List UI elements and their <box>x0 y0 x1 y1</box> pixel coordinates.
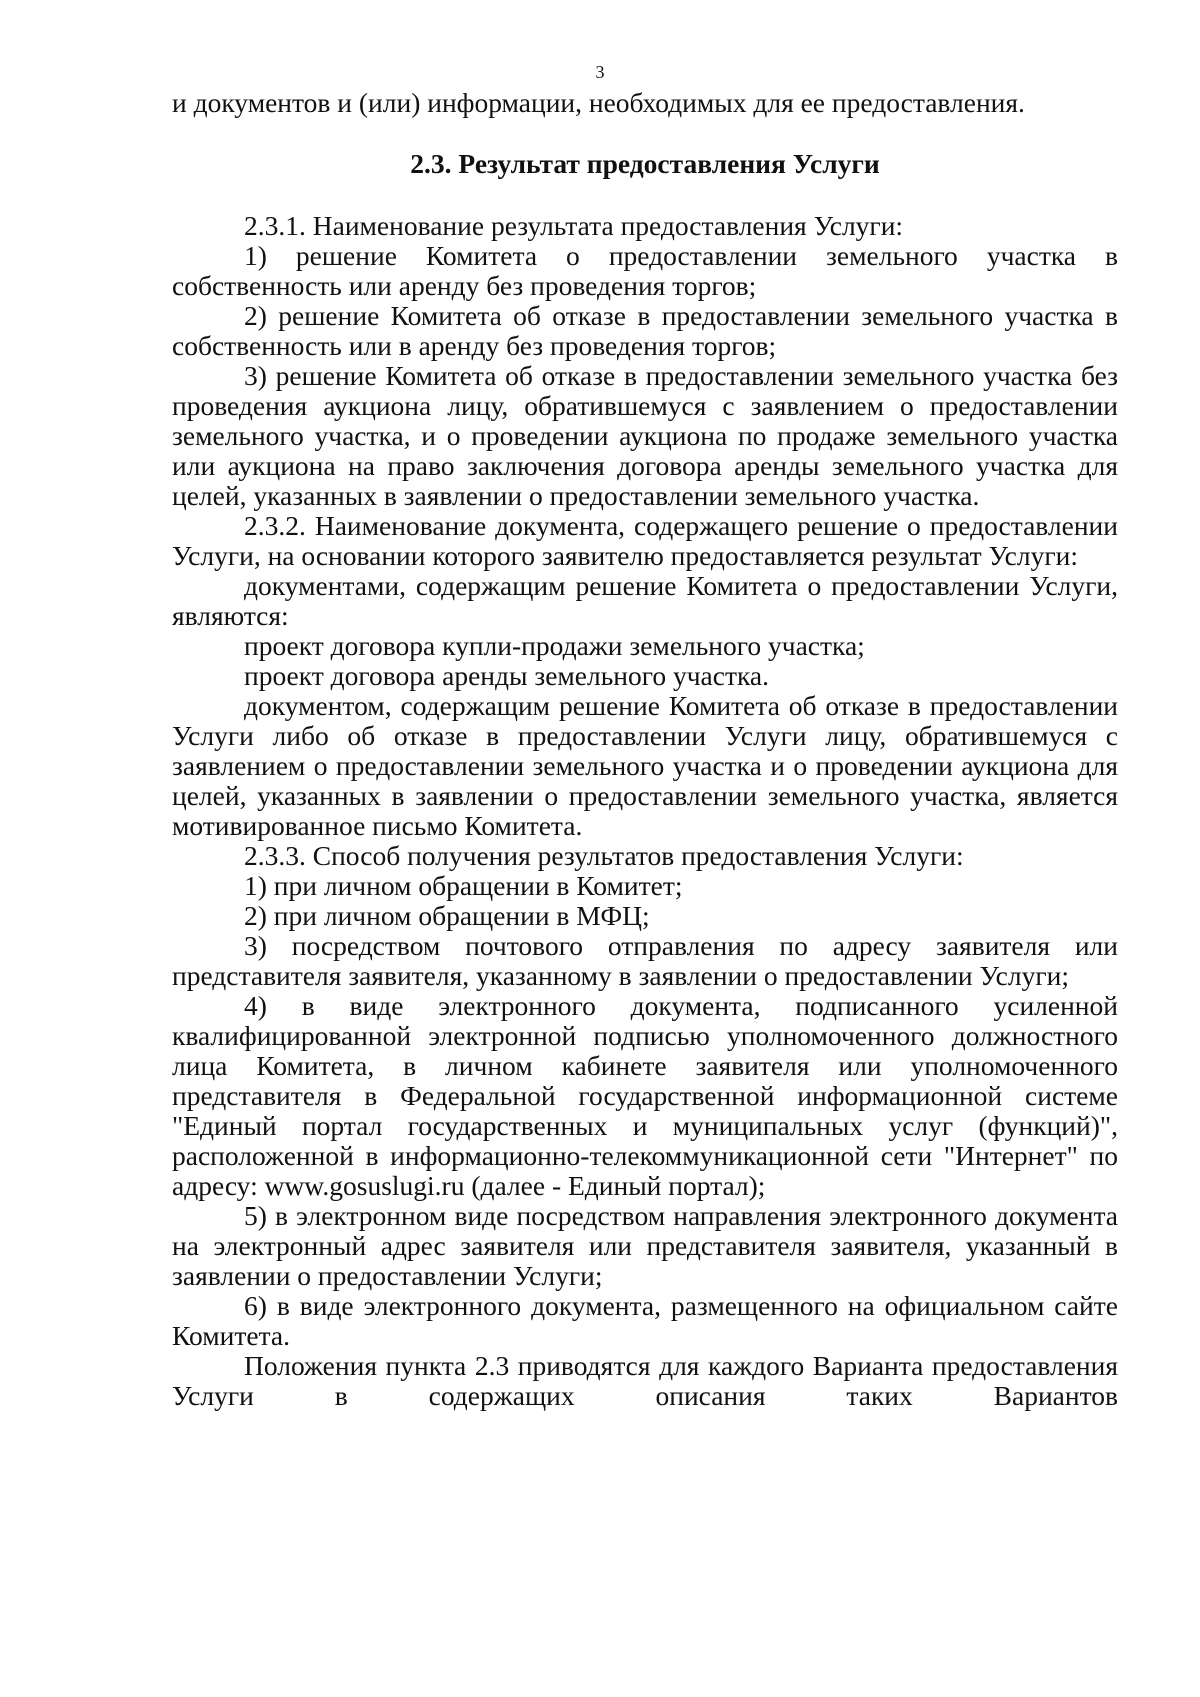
subsection-2-3-3: 2.3.3. Способ получения результатов предоставления Услуги: <box>244 840 964 871</box>
section-heading: 2.3. Результат предоставления Услуги <box>410 148 880 179</box>
document-body <box>172 88 1118 1411</box>
list-item-1: 1) решение Комитета о предоставлении земельного участка в собственность или аренду без проведения торгов; <box>172 240 1118 301</box>
subsection-2-3-2: 2.3.2. Наименование документа, содержащего решение о предоставлении Услуги, на основании которого заявителю предоставляется результат Услуги: <box>172 510 1118 571</box>
refusal-document-paragraph: документом, содержащим решение Комитета об отказе в предоставлении Услуги либо об отказе в предоставлении Услуги лицу, обратившемуся с заявлением о предоставлении земельного участка и о проведении аукциона для целей, указанных в заявлении о предоставлении земельного участка, является мотивированное письмо Комитета. <box>172 690 1118 841</box>
continuation-paragraph: и документов и (или) информации, необходимых для ее предоставления. <box>172 87 1025 118</box>
page-number: 3 <box>595 62 605 82</box>
method-item-4: 4) в виде электронного документа, подписанного усиленной квалифицированной электронной подписью уполномоченного должностного лица Комитета, в личном кабинете заявителя или уполномоченного представителя в Федеральной государственной информационной системе "Единый портал государственных и муниципальных услуг (функций)", расположенной в информационно-телекоммуникационной сети "Интернет" по адресу: www.gosuslugi.ru (далее - Единый портал); <box>172 990 1118 1201</box>
list-item-3: 3) решение Комитета об отказе в предоставлении земельного участка без проведения аукциона лицу, обратившемуся с заявлением о предоставлении земельного участка, и о проведении аукциона по продаже земельного участка или аукциона на право заключения договора аренды земельного участка для целей, указанных в заявлении о предоставлении земельного участка. <box>172 360 1118 511</box>
method-item-1: 1) при личном обращении в Комитет; <box>244 870 683 901</box>
closing-paragraph: Положения пункта 2.3 приводятся для каждого Варианта предоставления Услуги в содержащих описания таких Вариантов <box>172 1350 1118 1411</box>
document-item-lease-contract: проект договора аренды земельного участка. <box>244 660 769 691</box>
documents-paragraph: документами, содержащим решение Комитета о предоставлении Услуги, являются: <box>172 570 1118 631</box>
method-item-6: 6) в виде электронного документа, размещенного на официальном сайте Комитета. <box>172 1290 1118 1351</box>
method-item-5: 5) в электронном виде посредством направления электронного документа на электронный адрес заявителя или представителя заявителя, указанный в заявлении о предоставлении Услуги; <box>172 1200 1118 1291</box>
list-item-2: 2) решение Комитета об отказе в предоставлении земельного участка в собственность или в аренду без проведения торгов; <box>172 300 1118 361</box>
method-item-2: 2) при личном обращении в МФЦ; <box>244 900 650 931</box>
subsection-2-3-1: 2.3.1. Наименование результата предоставления Услуги: <box>244 210 904 241</box>
method-item-3: 3) посредством почтового отправления по адресу заявителя или представителя заявителя, указанному в заявлении о предоставлении Услуги; <box>172 930 1118 991</box>
document-item-sale-contract: проект договора купли-продажи земельного участка; <box>244 630 865 661</box>
